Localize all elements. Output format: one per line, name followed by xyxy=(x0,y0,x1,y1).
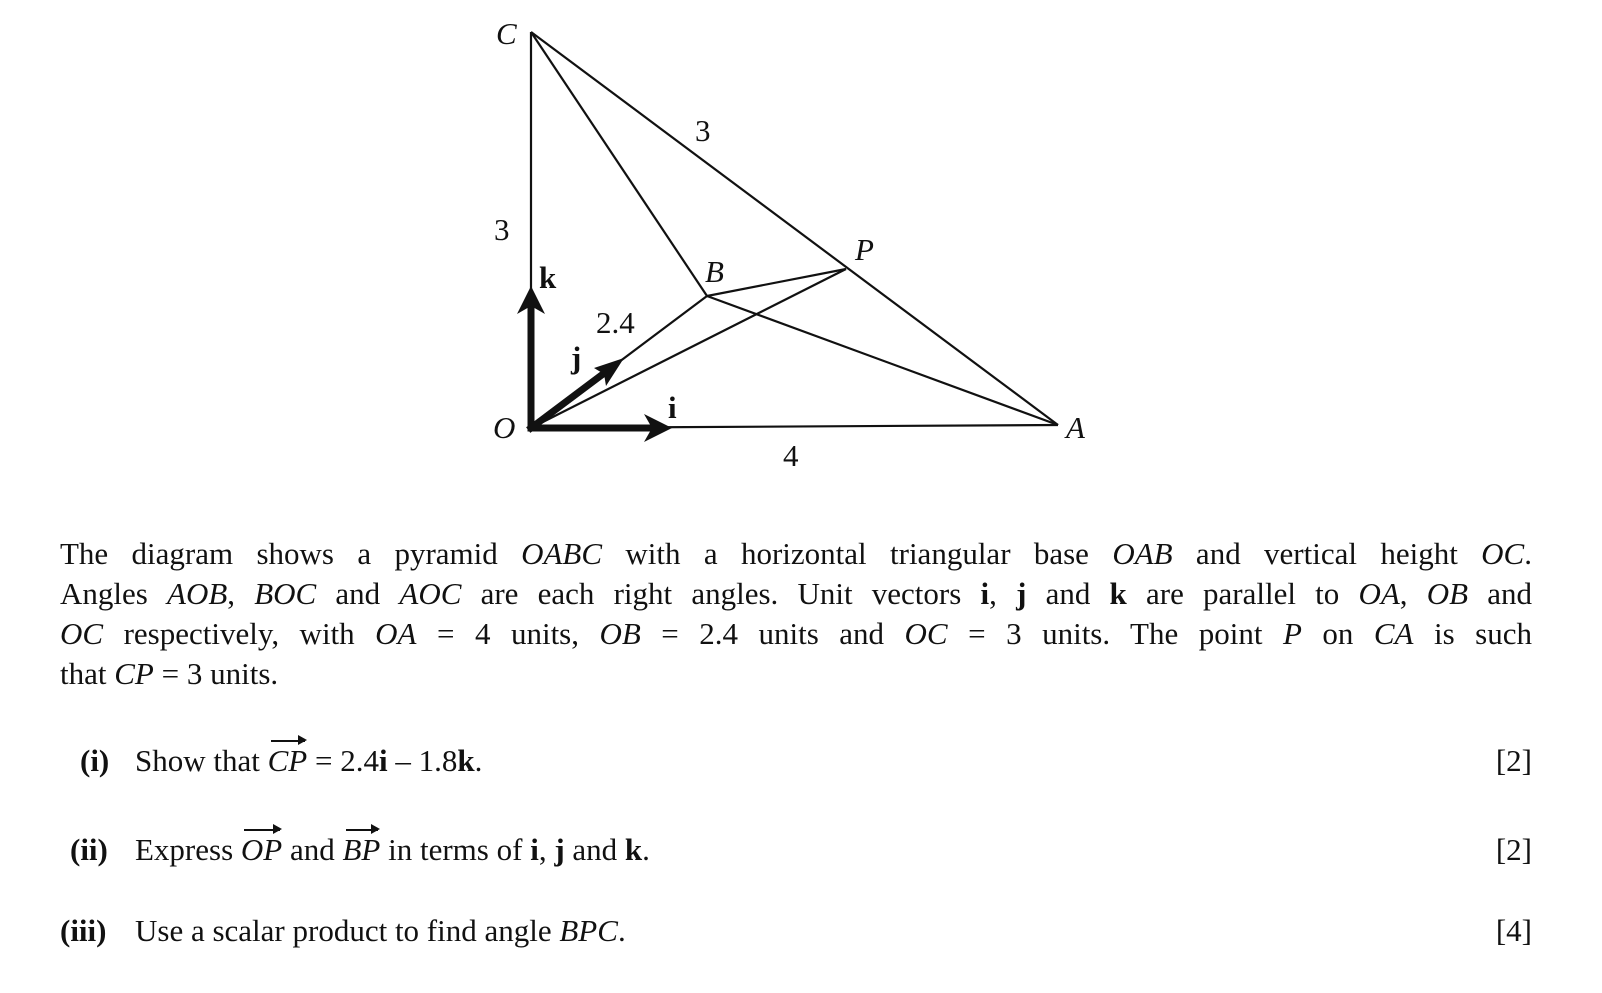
unit-vector-j-head xyxy=(594,358,624,386)
label-unit-j: j xyxy=(571,340,582,375)
question-i-number: (i) xyxy=(80,743,110,778)
label-unit-i: i xyxy=(668,390,677,425)
length-CP: 3 xyxy=(695,113,711,148)
label-point-P: P xyxy=(855,232,874,267)
question-ii-text: Express OP and BP in terms of i, j and k. xyxy=(135,828,650,872)
question-i-text: Show that CP = 2.4i – 1.8k. xyxy=(135,739,482,783)
problem-description xyxy=(60,534,1532,694)
question-ii xyxy=(60,828,1532,872)
label-point-B: B xyxy=(705,254,724,289)
label-unit-k: k xyxy=(539,260,557,295)
length-OB: 2.4 xyxy=(596,305,635,340)
question-ii-marks: [2] xyxy=(1495,832,1532,867)
question-iii-text: Use a scalar product to find angle BPC. xyxy=(135,913,626,948)
length-OC: 3 xyxy=(494,212,510,247)
description-line-4: that CP = 3 units. xyxy=(60,656,279,691)
edge-CB xyxy=(531,32,707,296)
description-line-1: The diagram shows a pyramid OABC with a horizontal triangular base OAB and vertical height OC. xyxy=(60,536,1532,571)
length-OA: 4 xyxy=(783,438,799,473)
segment-BP xyxy=(707,269,846,296)
label-point-A: A xyxy=(1066,410,1085,445)
vector-OP: OP xyxy=(241,828,282,872)
question-iii-number: (iii) xyxy=(60,913,107,948)
description-line-2: Angles AOB, BOC and AOC are each right angles. Unit vectors i, j and k are parallel to OA, OB and xyxy=(60,576,1533,611)
unit-vector-j-arrow xyxy=(531,368,611,428)
label-point-C: C xyxy=(496,16,517,51)
vector-CP: CP xyxy=(268,739,308,783)
vector-BP: BP xyxy=(343,828,381,872)
question-i-marks: [2] xyxy=(1495,743,1532,778)
question-i xyxy=(60,739,1532,783)
question-ii-number: (ii) xyxy=(70,832,108,867)
question-iii-marks: [4] xyxy=(1495,913,1532,948)
edge-BA xyxy=(707,296,1058,425)
description-line-3: OC respectively, with OA = 4 units, OB = 2.4 units and OC = 3 units. The point P on CA is such xyxy=(60,616,1532,651)
question-iii xyxy=(60,909,1532,953)
label-point-O: O xyxy=(493,410,516,445)
